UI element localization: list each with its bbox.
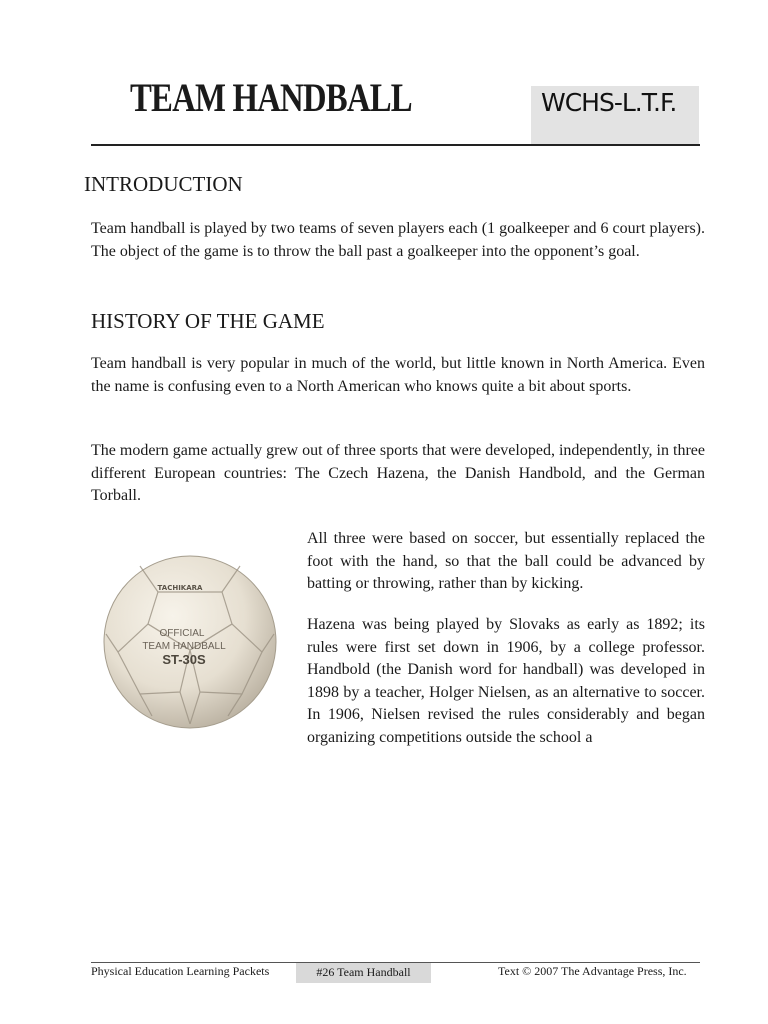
handball-image <box>100 552 280 732</box>
introduction-heading: INTRODUCTION <box>84 172 243 196</box>
footer-copyright: Text © 2007 The Advantage Press, Inc. <box>498 964 687 978</box>
course-code-box <box>531 86 699 144</box>
page-title: TEAM HANDBALL <box>130 75 412 120</box>
history-paragraph-2: The modern game actually grew out of three sports that were developed, independently, in three different European countries: The Czech Hazena, the Danish Handbold, and the German Torball. <box>91 442 705 505</box>
history-heading: HISTORY OF THE GAME <box>91 309 325 333</box>
course-code: WCHS-L.T.F. <box>541 88 677 117</box>
footer-packet-label: #26 Team Handball <box>296 963 431 983</box>
ball-brand: TACHIKARA <box>157 584 203 592</box>
introduction-paragraph: Team handball is played by two teams of seven players each (1 goalkeeper and 6 court players). The object of the game is to throw the ball past a goalkeeper into the opponent’s goal. <box>91 220 705 260</box>
title-divider <box>91 144 700 146</box>
history-paragraph-4: Hazena was being played by Slovaks as early as 1892; its rules were first set down in 1906, by a college professor. Handbold (the Danish word for handball) was developed in 1898 by a teacher, Holger Nielsen, as an alternative to soccer. In 1906, Nielsen revised the rules considerably and began organizing competitions outside the school a <box>307 616 705 746</box>
history-paragraph-3: All three were based on soccer, but essentially replaced the foot with the hand, so that the ball could be advanced by batting or throwing, rather than by kicking. <box>307 530 705 593</box>
ball-label-2: TEAM HANDBALL <box>142 641 226 652</box>
footer-left-text: Physical Education Learning Packets <box>91 964 270 978</box>
ball-label-1: OFFICIAL <box>159 628 205 639</box>
history-paragraph-1: Team handball is very popular in much of the world, but little known in North America. Even the name is confusing even to a North American who knows quite a bit about sports. <box>91 355 705 395</box>
ball-label-3: ST-30S <box>162 652 206 667</box>
